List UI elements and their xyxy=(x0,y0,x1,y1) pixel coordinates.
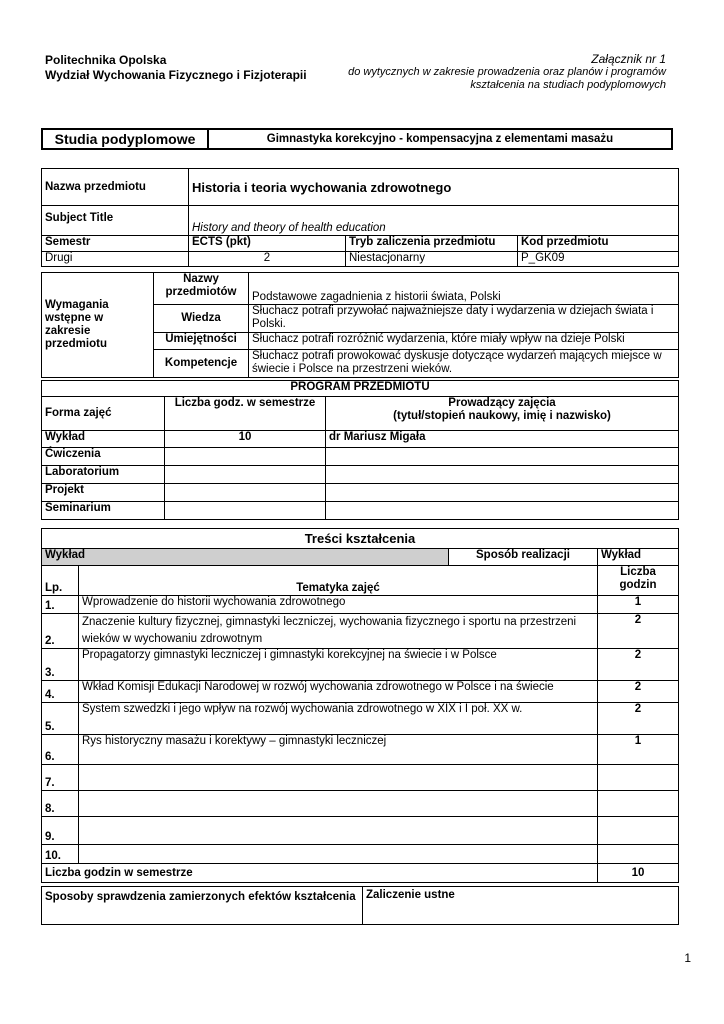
mode-value: Niestacjonarny xyxy=(346,252,518,267)
topic-text: Propagatorzy gimnastyki leczniczej i gimnastyki korekcyjnej na świecie i w Polsce xyxy=(79,649,598,681)
teacher-label xyxy=(326,397,679,431)
count-label xyxy=(598,566,679,596)
topic-text xyxy=(79,817,598,845)
topic-hours: 2 xyxy=(598,614,679,649)
competence-label: Kompetencje xyxy=(154,350,249,378)
topic-text xyxy=(79,791,598,817)
program-title: PROGRAM PRZEDMIOTU xyxy=(42,381,679,397)
program-hours: 10 xyxy=(165,431,326,448)
institution-header xyxy=(45,53,307,83)
code-label: Kod przedmiotu xyxy=(518,236,679,252)
program-form: Laboratorium xyxy=(42,466,165,484)
topic-hours xyxy=(598,845,679,864)
total-label: Liczba godzin w semestrze xyxy=(42,864,598,883)
topic-hours: 1 xyxy=(598,735,679,765)
topic-lp: 3. xyxy=(42,649,79,681)
attachment-desc-1: do wytycznych w zakresie prowadzenia oraz planów i programów xyxy=(348,66,666,78)
prereq-subjects-label: Nazwy przedmiotów xyxy=(154,273,249,305)
teacher-label-1: Prowadzący zajęcia xyxy=(448,397,556,409)
studies-label: Studia podyplomowe xyxy=(42,129,208,149)
topic-text: Wkład Komisji Edukacji Narodowej w rozwój wychowania zdrowotnego w Polsce i na świecie xyxy=(79,681,598,703)
contents-type: Wykład xyxy=(42,549,449,566)
program-hours xyxy=(165,466,326,484)
competence-value: Słuchacz potrafi prowokować dyskusje dotyczące wydarzeń mających miejsce w świecie i Polsce na przestrzeni wieków. xyxy=(249,350,679,378)
code-value: P_GK09 xyxy=(518,252,679,267)
knowledge-value: Słuchacz potrafi przywołać najważniejsze daty i wydarzenia w dziejach świata i Polski. xyxy=(249,305,679,333)
program-table xyxy=(41,380,679,520)
requirements-label: Wymagania wstępne w zakresie przedmiotu xyxy=(42,273,154,378)
contents-title: Treści kształcenia xyxy=(42,529,679,549)
assessment-value: Zaliczenie ustne xyxy=(363,887,679,925)
attachment-header xyxy=(348,53,666,92)
count-label-2: godzin xyxy=(619,579,657,591)
semester-value: Drugi xyxy=(42,252,189,267)
method-value: Wykład xyxy=(598,549,679,566)
topic-lp: 10. xyxy=(42,845,79,864)
lp-label: Lp. xyxy=(42,566,79,596)
topic-hours: 2 xyxy=(598,681,679,703)
program-teacher xyxy=(326,484,679,502)
studies-name: Gimnastyka korekcyjno - kompensacyjna z elementami masażu xyxy=(208,129,672,149)
topic-lp: 9. xyxy=(42,817,79,845)
ects-value: 2 xyxy=(189,252,346,267)
topic-hours xyxy=(598,791,679,817)
skills-value: Słuchacz potrafi rozróżnić wydarzenia, które miały wpływ na dzieje Polski xyxy=(249,333,679,350)
topic-hours: 2 xyxy=(598,703,679,735)
topic-label: Tematyka zajęć xyxy=(79,566,598,596)
program-hours xyxy=(165,448,326,466)
university-name: Politechnika Opolska xyxy=(45,53,167,67)
program-form: Projekt xyxy=(42,484,165,502)
program-form: Wykład xyxy=(42,431,165,448)
count-label-1: Liczba xyxy=(620,566,656,578)
faculty-name: Wydział Wychowania Fizycznego i Fizjoterapii xyxy=(45,68,307,82)
ects-label: ECTS (pkt) xyxy=(189,236,346,252)
subject-name-value: Historia i teoria wychowania zdrowotnego xyxy=(189,169,679,206)
topic-text xyxy=(79,845,598,864)
page-number: 1 xyxy=(684,951,691,965)
mode-label: Tryb zaliczenia przedmiotu xyxy=(346,236,518,252)
program-teacher xyxy=(326,502,679,520)
subject-title-value: History and theory of health education xyxy=(189,206,679,236)
topic-text: Wprowadzenie do historii wychowania zdrowotnego xyxy=(79,596,598,614)
topic-text: Rys historyczny masażu i korektywy – gimnastyki leczniczej xyxy=(79,735,598,765)
assessment-table xyxy=(41,886,679,925)
subject-table xyxy=(41,168,679,267)
total-value: 10 xyxy=(598,864,679,883)
attachment-desc-2: kształcenia na studiach podyplomowych xyxy=(470,79,666,91)
topic-text: Znaczenie kultury fizycznej, gimnastyki leczniczej, wychowania fizycznego i sportu na przestrzeni wieków w wychowaniu zdrowotnym xyxy=(79,614,598,649)
subject-name-label: Nazwa przedmiotu xyxy=(42,169,189,206)
topic-lp: 4. xyxy=(42,681,79,703)
topic-lp: 7. xyxy=(42,765,79,791)
teacher-label-2: (tytuł/stopień naukowy, imię i nazwisko) xyxy=(393,410,611,422)
requirements-table xyxy=(41,272,679,378)
attachment-number: Załącznik nr 1 xyxy=(591,52,666,66)
subject-title-label: Subject Title xyxy=(42,206,189,236)
topic-hours: 1 xyxy=(598,596,679,614)
assessment-label: Sposoby sprawdzenia zamierzonych efektów kształcenia xyxy=(42,887,363,925)
topic-text xyxy=(79,765,598,791)
program-hours xyxy=(165,502,326,520)
program-form: Ćwiczenia xyxy=(42,448,165,466)
skills-label: Umiejętności xyxy=(154,333,249,350)
topic-text: System szwedzki i jego wpływ na rozwój wychowania zdrowotnego w XIX i I poł. XX w. xyxy=(79,703,598,735)
prereq-subjects-value: Podstawowe zagadnienia z historii świata, Polski xyxy=(249,273,679,305)
semester-label: Semestr xyxy=(42,236,189,252)
studies-table xyxy=(41,128,673,150)
program-teacher: dr Mariusz Migała xyxy=(326,431,679,448)
topic-hours: 2 xyxy=(598,649,679,681)
hours-label: Liczba godz. w semestrze xyxy=(165,397,326,431)
topic-hours xyxy=(598,765,679,791)
topic-hours xyxy=(598,817,679,845)
form-label: Forma zajęć xyxy=(42,397,165,431)
knowledge-label: Wiedza xyxy=(154,305,249,333)
contents-table xyxy=(41,528,679,883)
program-hours xyxy=(165,484,326,502)
program-form: Seminarium xyxy=(42,502,165,520)
topic-lp: 5. xyxy=(42,703,79,735)
topic-lp: 2. xyxy=(42,614,79,649)
program-teacher xyxy=(326,448,679,466)
topic-lp: 1. xyxy=(42,596,79,614)
program-teacher xyxy=(326,466,679,484)
method-label: Sposób realizacji xyxy=(449,549,598,566)
topic-lp: 8. xyxy=(42,791,79,817)
topic-lp: 6. xyxy=(42,735,79,765)
